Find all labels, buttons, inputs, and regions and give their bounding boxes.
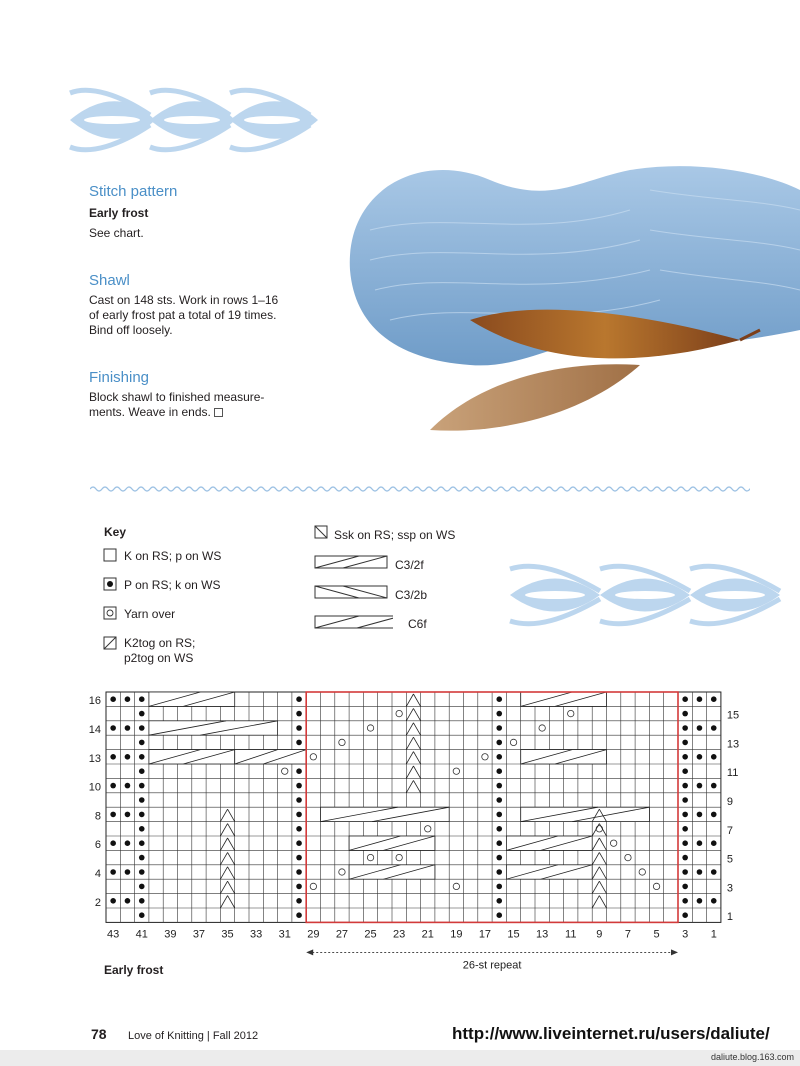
chart-title: Early frost	[104, 963, 164, 977]
key-label-yo: Yarn over	[124, 607, 176, 621]
purl-dot	[296, 884, 302, 890]
purl-dot	[125, 840, 131, 846]
stitch-label: 19	[450, 928, 463, 941]
stitch-label: 33	[250, 928, 263, 941]
purl-dot	[682, 711, 688, 717]
shawl-text	[89, 293, 278, 338]
row-label: 14	[88, 724, 101, 737]
stitch-label: 9	[596, 928, 603, 941]
purl-dot	[697, 869, 703, 875]
ssk-symbol-icon	[315, 526, 327, 538]
purl-dot	[496, 797, 502, 803]
purl-dot	[682, 783, 688, 789]
purl-dot	[697, 840, 703, 846]
c32f-symbol-icon	[315, 556, 387, 568]
row-label: 13	[88, 752, 101, 765]
purl-dot	[496, 725, 502, 731]
purl-dot	[496, 912, 502, 918]
stitch-pattern-heading: Stitch pattern	[89, 183, 178, 200]
shawl-line: of early frost pat a total of 19 times.	[89, 308, 277, 322]
stitch-label: 35	[221, 928, 234, 941]
purl-dot	[296, 898, 302, 904]
key-label-k2tog-line2: p2tog on WS	[124, 651, 194, 665]
footer-strip	[0, 1050, 800, 1066]
key-label-ssk: Ssk on RS; ssp on WS	[334, 528, 456, 542]
c6f-symbol-icon	[315, 616, 393, 628]
purl-dot	[110, 725, 116, 731]
stitch-label: 41	[135, 928, 148, 941]
purl-dot	[682, 884, 688, 890]
purl-dot	[496, 754, 502, 760]
purl-dot	[296, 826, 302, 832]
purl-dot	[697, 898, 703, 904]
purl-dot	[139, 840, 145, 846]
stitch-label: 39	[164, 928, 177, 941]
stitch-label: 31	[278, 928, 291, 941]
stitch-label: 3	[682, 928, 689, 941]
shawl-line: Bind off loosely.	[89, 323, 173, 337]
c32b-symbol-icon	[315, 586, 387, 598]
row-label: 2	[94, 896, 101, 909]
purl-dot	[110, 783, 116, 789]
purl-dot	[697, 783, 703, 789]
purl-dot	[296, 812, 302, 818]
purl-dot	[682, 912, 688, 918]
stitch-label: 43	[107, 928, 120, 941]
purl-dot	[139, 711, 145, 717]
purl-dot	[697, 696, 703, 702]
purl-dot	[682, 898, 688, 904]
purl-dot	[125, 812, 131, 818]
purl-dot	[139, 812, 145, 818]
key-label-k2tog	[124, 636, 195, 666]
knitting-chart	[80, 680, 760, 980]
purl-dot	[139, 884, 145, 890]
row-label: 8	[94, 810, 101, 823]
row-label: 9	[726, 796, 734, 809]
stitch-label: 13	[536, 928, 549, 941]
yarn-photo	[330, 150, 800, 450]
purl-dot	[139, 696, 145, 702]
key-title: Key	[104, 525, 127, 539]
purl-dot	[125, 898, 131, 904]
repeat-label: 26-st repeat	[462, 959, 522, 972]
purl-dot	[139, 869, 145, 875]
purl-dot	[496, 898, 502, 904]
shawl-heading: Shawl	[89, 272, 130, 289]
purl-dot	[711, 812, 717, 818]
purl-dot	[110, 754, 116, 760]
footer-blog: daliute.blog.163.com	[710, 1052, 794, 1062]
purl-dot	[682, 768, 688, 774]
purl-dot	[139, 740, 145, 746]
purl-dot	[110, 869, 116, 875]
purl-dot	[296, 711, 302, 717]
purl-dot	[139, 768, 145, 774]
stitch-label: 1	[710, 928, 717, 941]
purl-dot	[296, 740, 302, 746]
shawl-line: Cast on 148 sts. Work in rows 1–16	[89, 293, 279, 307]
finishing-heading: Finishing	[89, 369, 150, 386]
finishing-text	[89, 390, 264, 420]
purl-dot	[139, 855, 145, 861]
purl-dot	[296, 855, 302, 861]
finishing-line-text: ments. Weave in ends.	[89, 405, 211, 419]
purl-dot	[139, 826, 145, 832]
finishing-line: Block shawl to finished measure-	[89, 390, 265, 404]
purl-dot	[110, 812, 116, 818]
ornament-right	[505, 555, 800, 635]
row-label: 13	[726, 738, 740, 751]
wavy-divider	[90, 484, 750, 494]
purl-dot	[110, 898, 116, 904]
purl-dot	[296, 696, 302, 702]
footer-magazine-name: Love of Knitting	[128, 1030, 204, 1042]
arrow-right-icon	[671, 949, 678, 955]
purl-dot	[296, 869, 302, 875]
stitch-label: 21	[421, 928, 434, 941]
purl-dot	[711, 869, 717, 875]
arrow-left-icon	[306, 949, 313, 955]
purl-dot	[139, 797, 145, 803]
key-label-p: P on RS; k on WS	[124, 578, 221, 592]
row-label: 5	[726, 853, 734, 866]
stitch-label: 15	[507, 928, 520, 941]
purl-dot	[125, 869, 131, 875]
footer-url[interactable]: http://www.liveinternet.ru/users/daliute/	[452, 1024, 770, 1043]
yo-symbol-icon	[104, 607, 116, 619]
key-label-c32f: C3/2f	[395, 558, 424, 572]
purl-dot	[296, 725, 302, 731]
page-number: 78	[91, 1026, 107, 1042]
k-symbol-icon	[104, 549, 116, 561]
stitch-label: 27	[335, 928, 349, 941]
key-symbols-left	[100, 545, 120, 655]
purl-dot	[496, 783, 502, 789]
stitch-pattern-subheading: Early frost	[89, 206, 149, 220]
purl-dot	[682, 725, 688, 731]
key-label-c32b: C3/2b	[395, 588, 428, 602]
purl-dot	[682, 740, 688, 746]
row-label: 15	[726, 709, 740, 722]
purl-dot	[110, 840, 116, 846]
row-label: 7	[726, 824, 734, 837]
purl-dot	[496, 711, 502, 717]
purl-dot	[711, 754, 717, 760]
purl-dot	[682, 826, 688, 832]
purl-dot	[296, 912, 302, 918]
purl-dot	[296, 783, 302, 789]
stitch-pattern-text: See chart.	[89, 226, 144, 240]
purl-dot	[139, 912, 145, 918]
key-label-k: K on RS; p on WS	[124, 549, 222, 563]
stitch-label: 17	[478, 928, 492, 941]
purl-dot	[682, 855, 688, 861]
stitch-label: 29	[307, 928, 320, 941]
purl-dot	[139, 754, 145, 760]
purl-dot	[697, 725, 703, 731]
stitch-label: 5	[653, 928, 660, 941]
row-label: 6	[94, 839, 101, 852]
purl-dot	[496, 855, 502, 861]
purl-dot	[496, 812, 502, 818]
purl-dot	[125, 754, 131, 760]
purl-dot	[711, 840, 717, 846]
purl-dot	[711, 783, 717, 789]
stitch-label: 11	[565, 928, 577, 941]
purl-dot	[496, 840, 502, 846]
row-label: 16	[88, 695, 101, 708]
finishing-line	[89, 405, 264, 420]
purl-dot	[139, 725, 145, 731]
row-label: 3	[726, 882, 734, 895]
stitch-label: 37	[192, 928, 206, 941]
purl-dot	[682, 869, 688, 875]
purl-dot	[682, 696, 688, 702]
row-label: 10	[88, 781, 101, 794]
purl-dot	[125, 725, 131, 731]
purl-dot	[682, 812, 688, 818]
purl-dot	[697, 754, 703, 760]
purl-dot	[711, 696, 717, 702]
purl-dot	[496, 826, 502, 832]
end-square-icon	[214, 408, 223, 417]
footer-issue: Fall 2012	[212, 1030, 259, 1042]
ornament-top	[60, 75, 330, 165]
purl-dot	[496, 768, 502, 774]
row-label: 4	[94, 868, 101, 881]
purl-dot	[125, 696, 131, 702]
row-label: 11	[726, 767, 739, 780]
key-label-c6f: C6f	[408, 617, 427, 631]
footer-magazine: Love of Knitting | Fall 2012	[128, 1030, 259, 1042]
purl-dot	[496, 869, 502, 875]
purl-dot	[110, 696, 116, 702]
purl-dot	[139, 783, 145, 789]
purl-dot	[496, 740, 502, 746]
purl-dot	[125, 783, 131, 789]
purl-dot	[296, 797, 302, 803]
purl-dot	[139, 898, 145, 904]
stitch-label: 23	[393, 928, 406, 941]
stitch-label: 7	[624, 928, 632, 941]
row-label: 1	[726, 911, 734, 924]
purl-dot	[682, 754, 688, 760]
key-label-k2tog-line1: K2tog on RS;	[124, 636, 196, 650]
purl-dot	[697, 812, 703, 818]
purl-dot	[496, 696, 502, 702]
purl-dot	[682, 797, 688, 803]
purl-dot	[296, 768, 302, 774]
purl-dot	[496, 884, 502, 890]
stitch-label: 25	[364, 928, 377, 941]
purl-dot	[711, 725, 717, 731]
purl-dot	[682, 840, 688, 846]
purl-dot	[711, 898, 717, 904]
purl-dot	[296, 840, 302, 846]
